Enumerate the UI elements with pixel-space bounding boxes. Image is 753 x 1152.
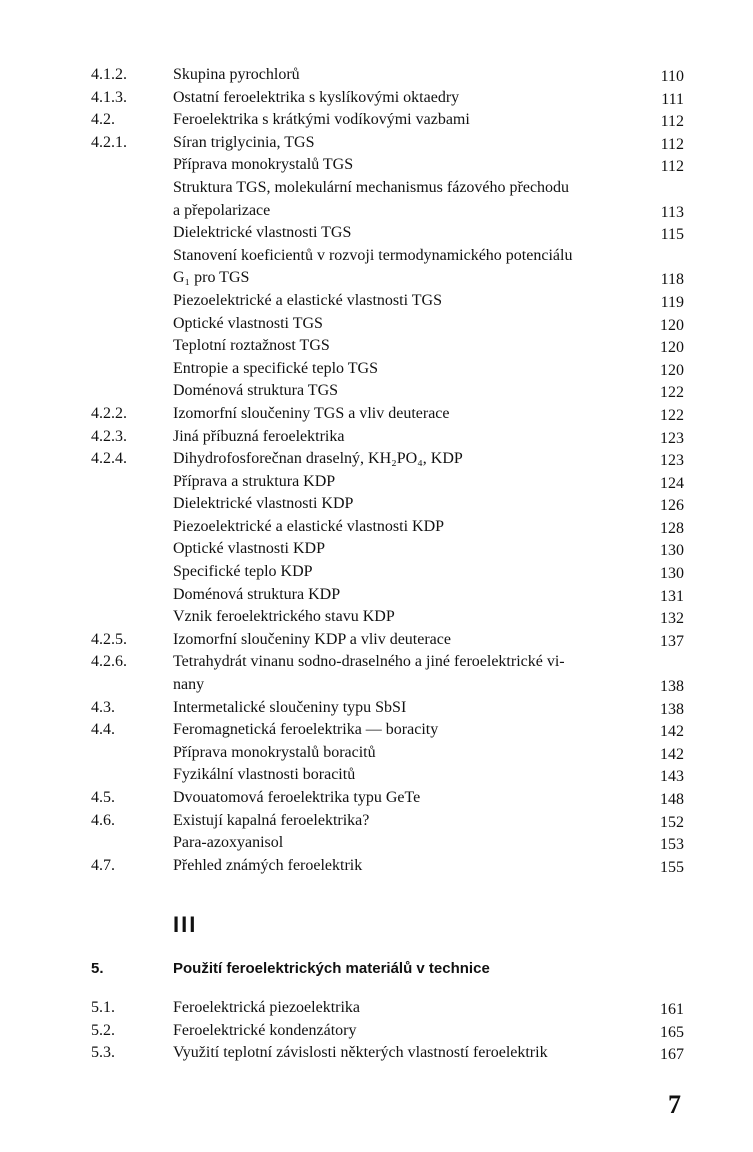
- toc-entry-page: 123: [660, 452, 684, 470]
- toc-entry-title: Specifické teplo KDP: [173, 563, 313, 581]
- toc-entry-title: Vznik feroelektrického stavu KDP: [173, 608, 395, 626]
- toc-entry: [0, 810, 753, 833]
- toc-entry-page: 122: [660, 384, 684, 402]
- toc-entry: [0, 335, 753, 358]
- toc-entry: [0, 1042, 753, 1065]
- toc-entry: [0, 674, 753, 697]
- toc-entry-title: Jiná příbuzná feroelektrika: [173, 427, 345, 445]
- toc-entry-title: Tetrahydrát vinanu sodno-draselného a jiné feroelektrické vi-: [173, 653, 565, 671]
- toc-entry-number: 5.3.: [91, 1044, 115, 1062]
- toc-entry-page: 111: [661, 90, 684, 108]
- toc-entry-title: Feromagnetická feroelektrika — boracity: [173, 721, 439, 739]
- toc-entry-number: 4.2.5.: [91, 630, 127, 648]
- toc-entry-title: Teplotní roztažnost TGS: [173, 337, 330, 355]
- toc-entry-title: Stanovení koeficientů v rozvoji termodynamického potenciálu: [173, 246, 573, 264]
- toc-entry-page: 138: [660, 700, 684, 718]
- toc-entry-number: 4.1.2.: [91, 66, 127, 83]
- toc-entry-number: 4.5.: [91, 789, 115, 806]
- table-of-contents: [0, 64, 753, 877]
- toc-entry-title: Optické vlastnosti TGS: [173, 314, 323, 332]
- toc-entry-title: Síran triglycinia, TGS: [173, 133, 315, 151]
- table-of-contents-chapter-5: [0, 997, 753, 1065]
- toc-entry: [0, 222, 753, 245]
- toc-entry-page: 153: [660, 836, 684, 854]
- toc-entry-page: 148: [660, 791, 684, 808]
- toc-entry-number: 5.2.: [91, 1021, 115, 1039]
- toc-entry-number: 4.2.4.: [91, 450, 127, 468]
- toc-entry-title: Piezoelektrické a elastické vlastnosti TGS: [173, 291, 442, 309]
- toc-entry: [0, 154, 753, 177]
- toc-entry-page: 122: [660, 406, 684, 424]
- toc-entry-page: 126: [660, 497, 684, 515]
- toc-entry-page: 130: [660, 565, 684, 583]
- toc-entry-title: Feroelektrika s krátkými vodíkovými vazbami: [173, 111, 470, 129]
- toc-entry-title: Přehled známých feroelektrik: [173, 856, 363, 874]
- toc-entry: [0, 764, 753, 787]
- toc-entry: [0, 719, 753, 742]
- page-number: 7: [668, 1090, 681, 1119]
- toc-entry: [0, 132, 753, 155]
- toc-entry-number: 4.6.: [91, 811, 115, 829]
- toc-entry-title: Feroelektrická piezoelektrika: [173, 999, 361, 1016]
- toc-entry: [0, 426, 753, 449]
- toc-entry-title: Doménová struktura KDP: [173, 585, 341, 603]
- toc-entry-title: Entropie a specifické teplo TGS: [173, 359, 378, 377]
- toc-entry-page: 143: [660, 768, 684, 786]
- toc-entry-page: 112: [660, 158, 684, 176]
- toc-entry: [0, 313, 753, 336]
- toc-entry: [0, 538, 753, 561]
- toc-entry: [0, 358, 753, 381]
- toc-entry-title: Intermetalické sloučeniny typu SbSI: [173, 698, 407, 716]
- toc-entry-number: 4.4.: [91, 721, 115, 739]
- toc-entry: [0, 651, 753, 674]
- toc-entry-title: Dvouatomová feroelektrika typu GeTe: [173, 789, 421, 806]
- toc-entry-page: 115: [660, 226, 684, 244]
- toc-entry-title: Příprava a struktura KDP: [173, 472, 336, 490]
- toc-entry-title: Optické vlastnosti KDP: [173, 540, 325, 558]
- toc-entry-page: 161: [660, 1001, 684, 1018]
- toc-entry: [0, 290, 753, 313]
- toc-entry-title: Izomorfní sloučeniny TGS a vliv deuterace: [173, 404, 450, 422]
- toc-entry-number: 5.1.: [91, 999, 115, 1016]
- toc-entry-page: 120: [660, 339, 684, 357]
- toc-entry-page: 128: [660, 519, 684, 537]
- toc-entry-title: Dihydrofosforečnan draselný, KH₂PO₄, KDP: [173, 450, 463, 468]
- toc-entry: [0, 471, 753, 494]
- toc-entry-title: Fyzikální vlastnosti boracitů: [173, 766, 356, 784]
- toc-entry: [0, 87, 753, 110]
- toc-entry: [0, 606, 753, 629]
- toc-entry-number: 4.3.: [91, 698, 115, 716]
- toc-entry-number: 4.2.3.: [91, 427, 127, 445]
- toc-entry-number: 4.2.1.: [91, 133, 127, 151]
- toc-entry-page: 110: [660, 68, 684, 85]
- toc-entry-page: 118: [660, 271, 684, 289]
- toc-entry-page: 124: [660, 474, 684, 492]
- toc-entry-page: 112: [660, 113, 684, 131]
- toc-entry: [0, 200, 753, 223]
- toc-entry-page: 120: [660, 361, 684, 379]
- toc-entry-title: Skupina pyrochlorů: [173, 66, 300, 83]
- toc-entry-page: 167: [660, 1046, 684, 1064]
- toc-entry: [0, 493, 753, 516]
- toc-entry: [0, 448, 753, 471]
- toc-entry: [0, 629, 753, 652]
- toc-entry: [0, 267, 753, 290]
- toc-entry: [0, 832, 753, 855]
- toc-entry-number: 4.2.: [91, 111, 115, 129]
- toc-entry: [0, 516, 753, 539]
- toc-entry-number: 4.7.: [91, 856, 115, 874]
- chapter-heading: [0, 958, 753, 984]
- toc-entry-title: Příprava monokrystalů TGS: [173, 156, 354, 174]
- toc-entry-page: 155: [660, 858, 684, 876]
- toc-entry-title: Dielektrické vlastnosti TGS: [173, 224, 352, 242]
- toc-entry: [0, 742, 753, 765]
- toc-entry-page: 142: [660, 723, 684, 741]
- toc-entry-page: 130: [660, 542, 684, 560]
- chapter-title: Použití feroelektrických materiálů v technice: [173, 960, 490, 977]
- toc-entry-title: Ostatní feroelektrika s kyslíkovými oktaedry: [173, 88, 460, 106]
- toc-entry-title: Příprava monokrystalů boracitů: [173, 743, 376, 761]
- toc-entry: [0, 1020, 753, 1043]
- toc-entry-title: Existují kapalná feroelektrika?: [173, 811, 370, 829]
- toc-entry-title: nany: [173, 676, 205, 694]
- toc-entry: [0, 584, 753, 607]
- toc-entry-page: 123: [660, 429, 684, 447]
- toc-entry: [0, 64, 753, 87]
- toc-entry-title: a přepolarizace: [173, 201, 271, 219]
- toc-entry-title: Piezoelektrické a elastické vlastnosti KDP: [173, 517, 445, 535]
- toc-entry-page: 152: [660, 813, 684, 831]
- part-heading: III: [173, 912, 198, 937]
- toc-entry: [0, 109, 753, 132]
- toc-entry: [0, 380, 753, 403]
- toc-entry-number: 4.1.3.: [91, 88, 127, 106]
- toc-entry-page: 113: [660, 203, 684, 221]
- toc-entry: [0, 997, 753, 1020]
- toc-entry-page: 112: [660, 135, 684, 153]
- toc-entry-title: G₁ pro TGS: [173, 269, 250, 287]
- toc-entry-title: Doménová struktura TGS: [173, 382, 339, 400]
- toc-entry-title: Struktura TGS, molekulární mechanismus fázového přechodu: [173, 178, 570, 196]
- toc-entry-page: 120: [660, 316, 684, 334]
- chapter-number: 5.: [91, 960, 104, 977]
- toc-entry-number: 4.2.6.: [91, 653, 127, 671]
- toc-entry: [0, 403, 753, 426]
- toc-entry-number: 4.2.2.: [91, 404, 127, 422]
- toc-entry-page: 138: [660, 678, 684, 696]
- toc-entry-page: 142: [660, 745, 684, 763]
- toc-entry-title: Para-azoxyanisol: [173, 834, 284, 852]
- toc-entry: [0, 245, 753, 268]
- toc-entry-page: 132: [660, 610, 684, 628]
- toc-entry-title: Využití teplotní závislosti některých vlastností feroelektrik: [173, 1044, 548, 1062]
- toc-entry: [0, 855, 753, 878]
- toc-entry-page: 119: [660, 293, 684, 311]
- toc-entry-page: 165: [660, 1023, 684, 1041]
- toc-entry-page: 137: [660, 632, 684, 650]
- toc-entry-title: Izomorfní sloučeniny KDP a vliv deuterace: [173, 630, 451, 648]
- toc-entry-title: Feroelektrické kondenzátory: [173, 1021, 357, 1039]
- toc-entry-page: 131: [660, 587, 684, 605]
- toc-entry: [0, 787, 753, 810]
- toc-entry-title: Dielektrické vlastnosti KDP: [173, 495, 354, 513]
- toc-entry: [0, 697, 753, 720]
- toc-entry: [0, 561, 753, 584]
- toc-entry: [0, 177, 753, 200]
